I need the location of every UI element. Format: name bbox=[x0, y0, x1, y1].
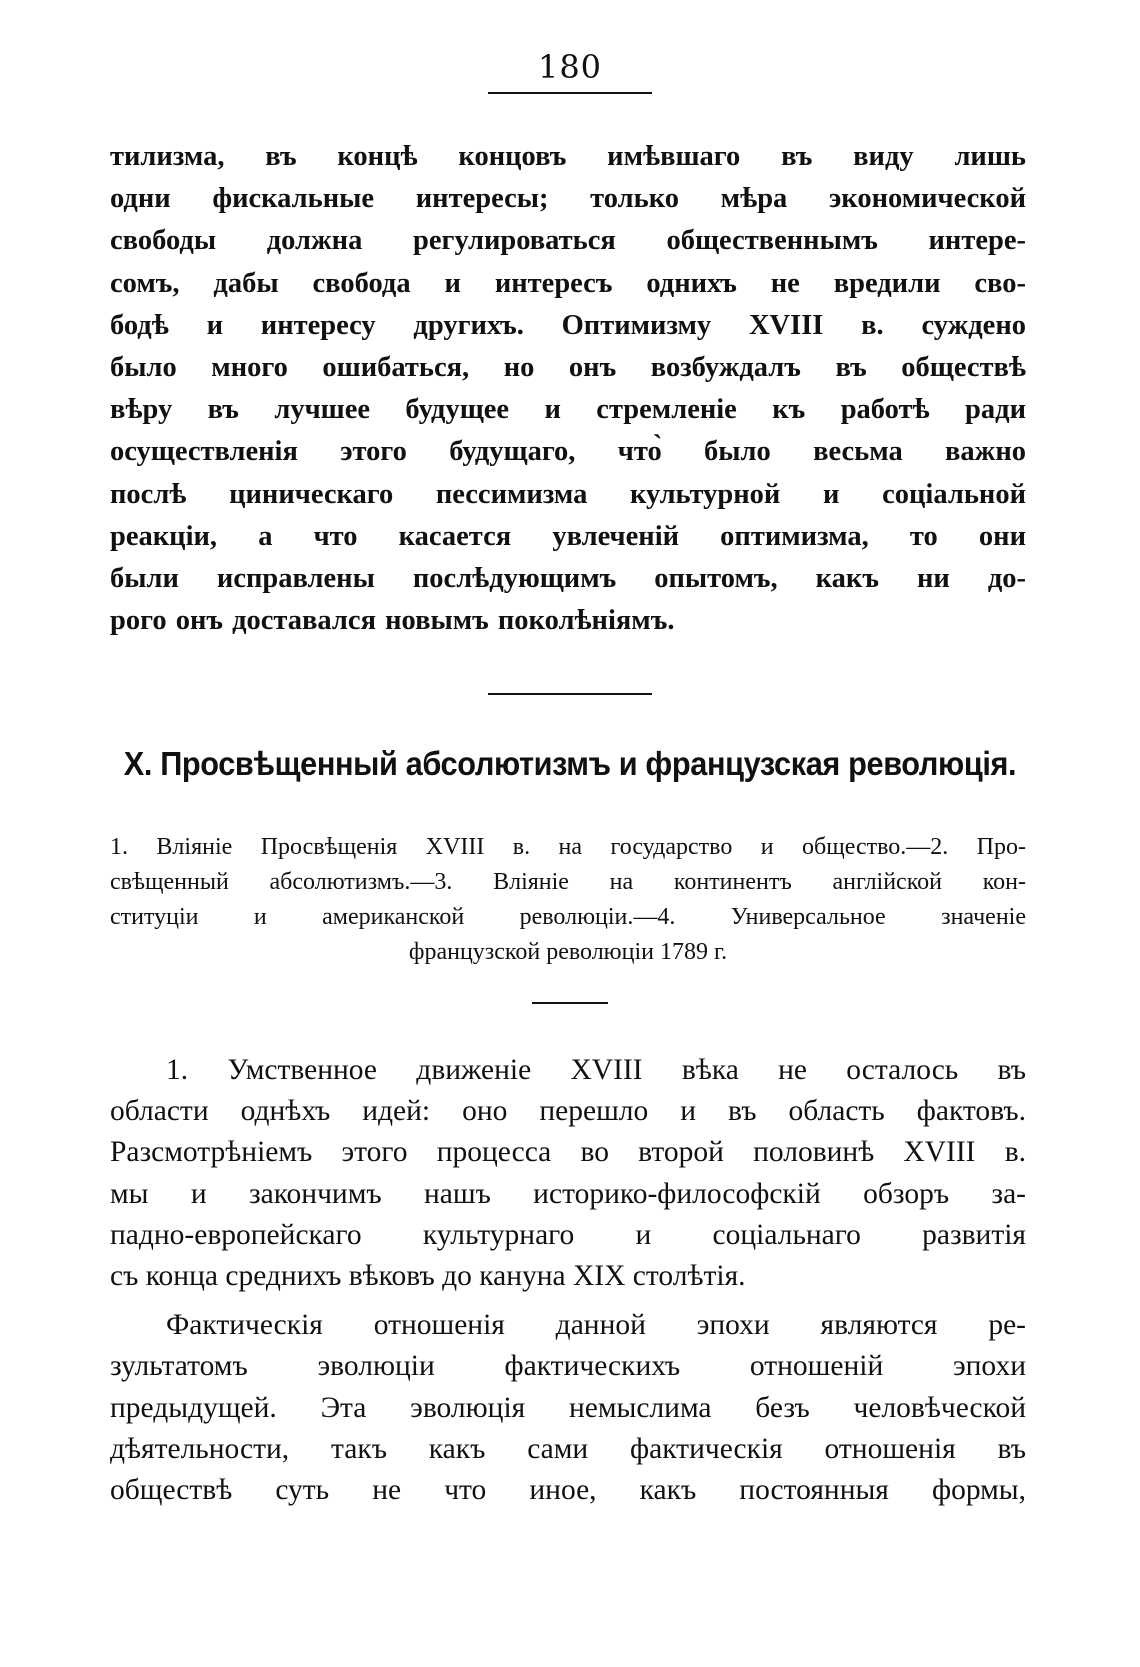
text-line: дѣятельности, такъ какъ сами фактическія отношенія въ bbox=[110, 1432, 1026, 1465]
summary-line: свѣщенный абсолютизмъ.—3. Вліяніе на континентъ англійской кон- bbox=[110, 869, 1026, 895]
text-line: вѣру въ лучшее будущее и стремленіе къ работѣ ради bbox=[110, 394, 1026, 426]
text-line: свободы должна регулироваться общественнымъ интере- bbox=[110, 225, 1026, 257]
chapter-title: X. Просвѣщенный абсолютизмъ и французская революція. bbox=[123, 745, 1017, 782]
summary-line: ституціи и американской революціи.—4. Универсальное значеніе bbox=[110, 904, 1026, 930]
paragraph-gap bbox=[110, 1297, 1026, 1305]
text-line: мы и закончимъ нашъ историко-философскій обзоръ за- bbox=[110, 1177, 1026, 1210]
text-line: предыдущей. Эта эволюція немыслима безъ человѣческой bbox=[110, 1391, 1026, 1424]
text-line: Фактическія отношенія данной эпохи являются ре- bbox=[166, 1309, 1026, 1342]
summary-line: французской революціи 1789 г. bbox=[408, 939, 728, 965]
text-line: обществѣ суть не что иное, какъ постоянныя формы, bbox=[110, 1474, 1026, 1507]
chapter-summary bbox=[110, 830, 1026, 970]
text-line: одни фискальные интересы; только мѣра экономической bbox=[110, 183, 1026, 215]
text-line: сомъ, дабы свобода и интересъ однихъ не вредили сво- bbox=[110, 267, 1026, 299]
text-line: тилизма, въ концѣ концовъ имѣвшаго въ виду лишь bbox=[110, 141, 1026, 172]
continued-paragraph bbox=[110, 136, 1026, 642]
text-line: осуществленія этого будущаго, что̀ было весьма важно bbox=[110, 436, 1026, 468]
text-line: реакціи, а что касается увлеченій оптимизма, то они bbox=[110, 520, 1026, 552]
text-line: Разсмотрѣніемъ этого процесса во второй половинѣ XVIII в. bbox=[110, 1136, 1026, 1169]
text-line: съ конца среднихъ вѣковъ до кануна XIX столѣтія. bbox=[110, 1260, 746, 1293]
header-rule bbox=[488, 92, 652, 94]
section-divider bbox=[488, 693, 652, 695]
text-line: области однѣхъ идей: оно перешло и въ область фактовъ. bbox=[110, 1095, 1026, 1128]
text-line: падно-европейскаго культурнаго и соціальнаго развитія bbox=[110, 1218, 1026, 1251]
text-line: было много ошибаться, но онъ возбуждалъ въ обществѣ bbox=[110, 352, 1026, 384]
summary-divider bbox=[532, 1002, 608, 1004]
text-line: послѣ циническаго пессимизма культурной и соціальной bbox=[110, 478, 1026, 510]
summary-line: 1. Вліяніе Просвѣщенія XVIII в. на государство и общество.—2. Про- bbox=[110, 834, 1026, 860]
page-number: 180 bbox=[537, 48, 603, 86]
text-line: зультатомъ эволюціи фактическихъ отношеній эпохи bbox=[110, 1350, 1026, 1383]
text-line: были исправлены послѣдующимъ опытомъ, какъ ни до- bbox=[110, 563, 1026, 595]
section-body bbox=[110, 1050, 1026, 1511]
text-line: бодѣ и интересу другихъ. Оптимизму XVIII в. суждено bbox=[110, 309, 1026, 341]
text-line: 1. Умственное движеніе XVIII вѣка не осталось въ bbox=[166, 1054, 1026, 1086]
text-line: рого онъ доставался новымъ поколѣніямъ. bbox=[110, 605, 675, 637]
